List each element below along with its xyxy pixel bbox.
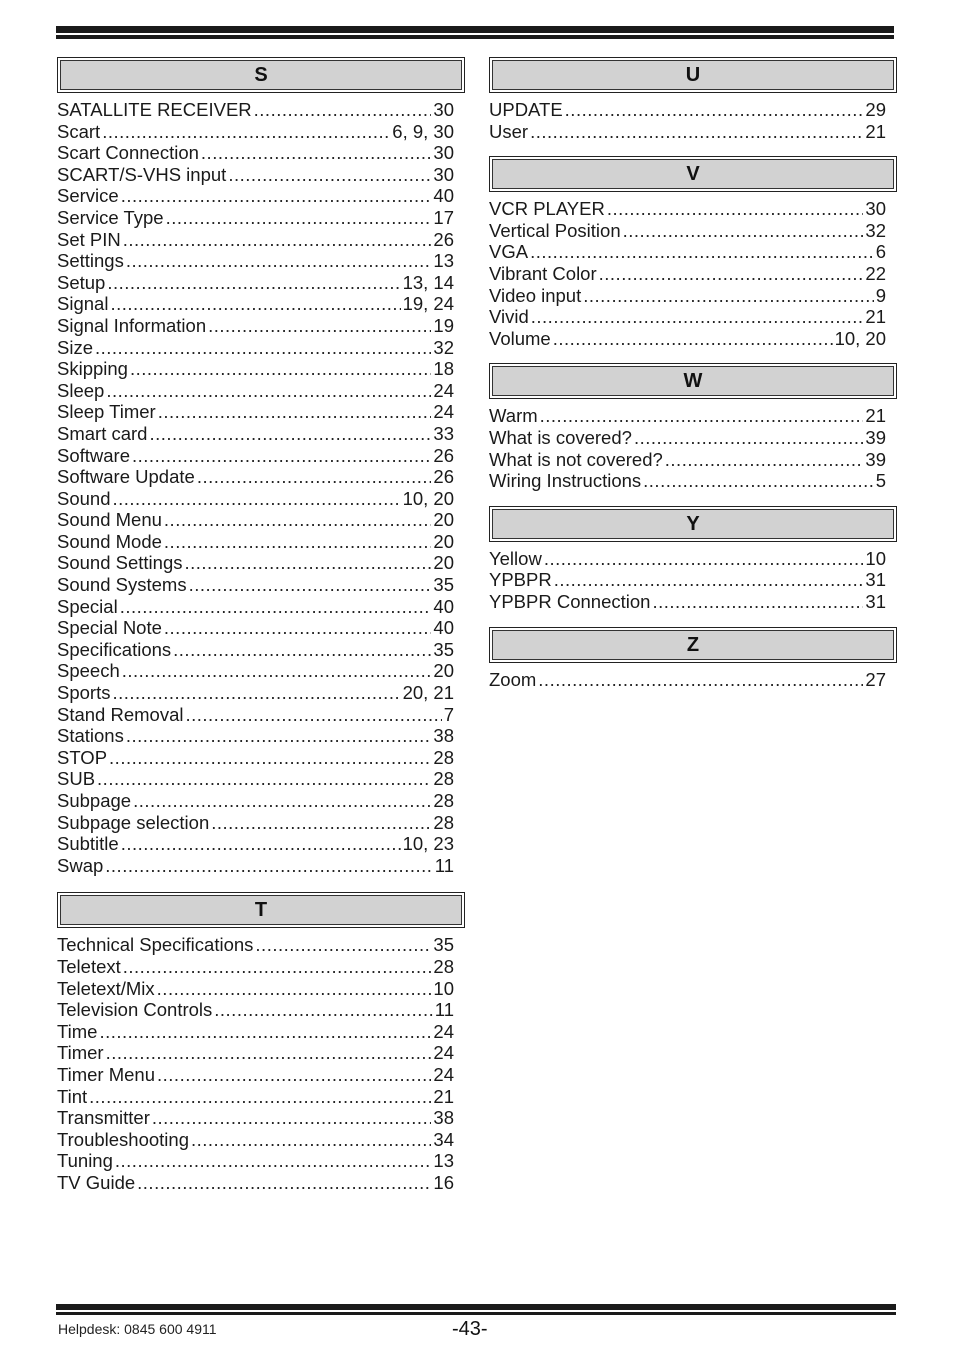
entry-page: 26 xyxy=(433,466,454,488)
entry-page: 16 xyxy=(433,1171,454,1193)
entry-page: 33 xyxy=(433,422,454,444)
entry-term: Signal xyxy=(57,293,109,315)
index-entry[interactable] xyxy=(489,328,886,350)
index-entry[interactable] xyxy=(57,639,454,661)
index-entry[interactable] xyxy=(57,812,454,834)
index-entry[interactable] xyxy=(57,1042,454,1064)
entry-page: 28 xyxy=(433,746,454,768)
index-entry[interactable] xyxy=(57,185,454,207)
index-entry[interactable] xyxy=(489,569,886,591)
index-entry[interactable] xyxy=(57,617,454,639)
entry-page: 21 xyxy=(865,120,886,142)
index-entry[interactable] xyxy=(57,272,454,294)
dot-leader xyxy=(652,591,863,613)
index-entry[interactable] xyxy=(57,229,454,251)
section-header xyxy=(489,57,897,93)
index-entry[interactable] xyxy=(57,855,454,877)
dot-leader xyxy=(110,293,400,315)
section-header xyxy=(489,156,897,192)
index-section-w xyxy=(489,363,897,491)
index-entry[interactable] xyxy=(489,548,886,570)
dot-leader xyxy=(123,229,432,251)
entry-page: 32 xyxy=(433,336,454,358)
dot-leader xyxy=(599,263,864,285)
entry-term: Television Controls xyxy=(57,999,213,1021)
dot-leader xyxy=(164,509,432,531)
entry-term: Scart xyxy=(57,120,101,142)
entry-page: 6 xyxy=(875,241,886,263)
entry-term: Software xyxy=(57,444,131,466)
dot-leader xyxy=(583,285,873,307)
index-entry[interactable] xyxy=(57,445,454,467)
section-header xyxy=(489,363,897,399)
entry-page: 31 xyxy=(865,569,886,591)
dot-leader xyxy=(157,1064,431,1086)
entry-term: Stand Removal xyxy=(57,703,184,725)
entry-term: Teletext/Mix xyxy=(57,977,155,999)
index-entry[interactable] xyxy=(57,1129,454,1151)
entry-term: Special Note xyxy=(57,617,162,639)
entry-page: 34 xyxy=(433,1128,454,1150)
entry-page: 35 xyxy=(433,934,454,956)
index-section-y xyxy=(489,506,897,613)
index-entry[interactable] xyxy=(57,833,454,855)
dot-leader xyxy=(166,207,432,229)
index-entry[interactable] xyxy=(57,315,454,337)
dot-leader xyxy=(105,855,433,877)
entry-term: Timer xyxy=(57,1042,104,1064)
dot-leader xyxy=(137,1172,431,1194)
entry-term: VGA xyxy=(489,241,529,263)
entry-list xyxy=(57,99,465,876)
entry-page: 5 xyxy=(875,470,886,492)
index-entry[interactable] xyxy=(57,142,454,164)
dot-leader xyxy=(228,164,431,186)
dot-leader xyxy=(133,790,431,812)
entry-page: 21 xyxy=(865,405,886,427)
entry-page: 11 xyxy=(434,999,454,1021)
index-entry[interactable] xyxy=(57,934,454,956)
index-entry[interactable] xyxy=(57,1064,454,1086)
entry-term: Smart card xyxy=(57,422,148,444)
dot-leader xyxy=(530,121,863,143)
entry-list xyxy=(489,548,897,613)
dot-leader xyxy=(173,639,431,661)
section-letter: T xyxy=(60,895,462,925)
entry-term: YPBPR Connection xyxy=(489,590,651,612)
dot-leader xyxy=(164,617,432,639)
index-entry[interactable] xyxy=(57,207,454,229)
dot-leader xyxy=(665,449,864,471)
index-section-z xyxy=(489,627,897,691)
page-number: -43- xyxy=(452,1318,488,1340)
helpdesk-text: Helpdesk: 0845 600 4911 xyxy=(58,1321,217,1337)
index-section-v xyxy=(489,156,897,349)
entry-page: 30 xyxy=(433,99,454,120)
entry-list xyxy=(489,99,897,142)
dot-leader xyxy=(149,423,431,445)
section-gap xyxy=(57,876,465,892)
section-gap xyxy=(489,349,897,363)
index-entry[interactable] xyxy=(57,552,454,574)
index-entry[interactable] xyxy=(57,660,454,682)
dot-leader xyxy=(643,470,874,492)
index-entry[interactable] xyxy=(57,401,454,423)
entry-term: YPBPR xyxy=(489,569,552,591)
entry-list xyxy=(489,405,897,491)
entry-page: 10 xyxy=(865,547,886,569)
dot-leader xyxy=(126,725,432,747)
dot-leader xyxy=(120,596,432,618)
index-entry[interactable] xyxy=(57,1107,454,1129)
dot-leader xyxy=(158,401,432,423)
section-letter: V xyxy=(492,159,894,189)
index-entry[interactable] xyxy=(489,99,886,121)
dot-leader xyxy=(107,272,400,294)
entry-term: Tuning xyxy=(57,1150,113,1172)
dot-leader xyxy=(130,358,431,380)
entry-term: Warm xyxy=(489,405,538,427)
index-section-s xyxy=(57,57,465,876)
entry-page: 11 xyxy=(434,854,454,876)
footer-rule xyxy=(56,1304,896,1315)
entry-term: Special xyxy=(57,595,118,617)
entry-term: Swap xyxy=(57,854,104,876)
entry-term: Specifications xyxy=(57,638,172,660)
entry-term: SATALLITE RECEIVER xyxy=(57,99,252,120)
entry-page: 24 xyxy=(433,1042,454,1064)
section-letter: Y xyxy=(492,509,894,539)
index-column-left xyxy=(57,57,465,1194)
section-header xyxy=(57,57,465,93)
entry-page: 10, 20 xyxy=(402,487,454,509)
dot-leader xyxy=(185,704,441,726)
entry-term: Software Update xyxy=(57,466,195,488)
entry-page: 29 xyxy=(865,99,886,120)
entry-page: 24 xyxy=(433,1020,454,1042)
dot-leader xyxy=(553,328,833,350)
dot-leader xyxy=(95,337,431,359)
entry-page: 40 xyxy=(433,595,454,617)
entry-page: 20 xyxy=(433,509,454,531)
entry-list xyxy=(489,198,897,349)
dot-leader xyxy=(126,250,432,272)
index-entry[interactable] xyxy=(57,1086,454,1108)
dot-leader xyxy=(214,999,433,1021)
entry-page: 20, 21 xyxy=(402,682,454,704)
dot-leader xyxy=(121,185,432,207)
section-gap xyxy=(489,142,897,156)
index-entry[interactable] xyxy=(489,427,886,449)
entry-page: 31 xyxy=(865,590,886,612)
index-entry[interactable] xyxy=(57,337,454,359)
index-entry[interactable] xyxy=(489,263,886,285)
entry-term: Sound Mode xyxy=(57,530,162,552)
section-header xyxy=(489,627,897,663)
entry-page: 20 xyxy=(433,552,454,574)
index-entry[interactable] xyxy=(57,999,454,1021)
entry-page: 28 xyxy=(433,790,454,811)
dot-leader xyxy=(201,142,432,164)
entry-term: Subtitle xyxy=(57,833,119,855)
entry-term: Skipping xyxy=(57,358,128,380)
entry-term: Technical Specifications xyxy=(57,934,254,956)
entry-term: SUB xyxy=(57,768,96,790)
dot-leader xyxy=(607,198,864,220)
index-entry[interactable] xyxy=(57,380,454,402)
dot-leader xyxy=(106,380,431,402)
index-entry[interactable] xyxy=(57,1021,454,1043)
entry-page: 10, 23 xyxy=(402,833,454,855)
section-letter: Z xyxy=(492,630,894,660)
entry-term: Teletext xyxy=(57,955,121,977)
dot-leader xyxy=(132,445,431,467)
section-letter: S xyxy=(60,60,462,90)
index-entry[interactable] xyxy=(57,978,454,1000)
entry-term: Service xyxy=(57,185,119,207)
entry-term: STOP xyxy=(57,746,108,768)
entry-term: VCR PLAYER xyxy=(489,198,605,220)
entry-term: Sports xyxy=(57,682,111,704)
dot-leader xyxy=(565,99,864,121)
dot-leader xyxy=(121,833,401,855)
index-entry[interactable] xyxy=(489,220,886,242)
dot-leader xyxy=(106,1042,432,1064)
dot-leader xyxy=(189,574,432,596)
dot-leader xyxy=(531,306,864,328)
index-entry[interactable] xyxy=(57,768,454,790)
index-entry[interactable] xyxy=(57,509,454,531)
entry-page: 9 xyxy=(875,284,886,306)
entry-page: 10, 20 xyxy=(834,327,886,349)
entry-term: Size xyxy=(57,336,93,358)
index-entry[interactable] xyxy=(57,531,454,553)
entry-term: Vivid xyxy=(489,306,529,328)
index-entry[interactable] xyxy=(489,285,886,307)
entry-term: Time xyxy=(57,1020,98,1042)
section-gap xyxy=(489,613,897,627)
dot-leader xyxy=(554,569,864,591)
index-entry[interactable] xyxy=(57,704,454,726)
entry-page: 35 xyxy=(433,574,454,596)
section-header xyxy=(489,506,897,542)
entry-page: 40 xyxy=(433,185,454,207)
index-entry[interactable] xyxy=(57,358,454,380)
entry-term: Timer Menu xyxy=(57,1063,156,1085)
section-letter: W xyxy=(492,366,894,396)
entry-term: What is covered? xyxy=(489,426,632,448)
entry-page: 26 xyxy=(433,444,454,466)
dot-leader xyxy=(152,1107,432,1129)
section-letter: U xyxy=(492,60,894,90)
entry-page: 13, 14 xyxy=(402,271,454,293)
entry-term: Tint xyxy=(57,1085,88,1107)
dot-leader xyxy=(544,548,864,570)
dot-leader xyxy=(634,427,863,449)
entry-term: Vertical Position xyxy=(489,219,621,241)
entry-page: 6, 9, 30 xyxy=(392,120,454,142)
dot-leader xyxy=(102,121,390,143)
index-entry[interactable] xyxy=(489,121,886,143)
dot-leader xyxy=(540,405,864,427)
entry-page: 32 xyxy=(865,219,886,241)
index-entry[interactable] xyxy=(57,99,454,121)
entry-term: Sound Menu xyxy=(57,509,162,531)
entry-term: User xyxy=(489,120,529,142)
dot-leader xyxy=(115,1150,432,1172)
entry-term: TV Guide xyxy=(57,1171,136,1193)
index-entry[interactable] xyxy=(57,596,454,618)
entry-term: Troubleshooting xyxy=(57,1128,189,1150)
entry-page: 30 xyxy=(433,163,454,185)
entry-page: 18 xyxy=(433,358,454,380)
entry-page: 28 xyxy=(433,811,454,833)
entry-term: Sleep xyxy=(57,379,105,401)
dot-leader xyxy=(112,682,400,704)
entry-page: 39 xyxy=(865,448,886,470)
index-entry[interactable] xyxy=(57,466,454,488)
index-entry[interactable] xyxy=(57,250,454,272)
entry-page: 17 xyxy=(433,206,454,228)
dot-leader xyxy=(255,934,431,956)
entry-term: Wiring Instructions xyxy=(489,470,642,492)
entry-page: 19 xyxy=(433,314,454,336)
index-entry[interactable] xyxy=(57,956,454,978)
entry-page: 22 xyxy=(865,262,886,284)
index-entry[interactable] xyxy=(489,470,886,492)
dot-leader xyxy=(208,315,431,337)
entry-term: Speech xyxy=(57,660,120,682)
entry-page: 21 xyxy=(433,1085,454,1107)
entry-page: 19, 24 xyxy=(402,293,454,315)
entry-term: Zoom xyxy=(489,668,537,690)
entry-term: Set PIN xyxy=(57,228,121,250)
entry-page: 28 xyxy=(433,768,454,790)
entry-term: Service Type xyxy=(57,206,164,228)
index-entry[interactable] xyxy=(489,405,886,427)
index-entry[interactable] xyxy=(57,574,454,596)
entry-term: Sound xyxy=(57,487,111,509)
entry-term: Sound Settings xyxy=(57,552,183,574)
header-rule xyxy=(56,26,894,39)
dot-leader xyxy=(191,1129,431,1151)
dot-leader xyxy=(623,220,864,242)
dot-leader xyxy=(157,978,432,1000)
dot-leader xyxy=(211,812,431,834)
dot-leader xyxy=(109,747,431,769)
dot-leader xyxy=(197,466,432,488)
index-entry[interactable] xyxy=(57,164,454,186)
entry-page: 38 xyxy=(433,1107,454,1129)
index-entry[interactable] xyxy=(489,198,886,220)
index-entry[interactable] xyxy=(489,449,886,471)
entry-page: 30 xyxy=(865,198,886,220)
index-entry[interactable] xyxy=(57,488,454,510)
entry-page: 35 xyxy=(433,638,454,660)
index-entry[interactable] xyxy=(57,725,454,747)
dot-leader xyxy=(122,660,432,682)
entry-page: 10 xyxy=(433,977,454,999)
index-entry[interactable] xyxy=(57,293,454,315)
entry-page: 24 xyxy=(433,401,454,423)
index-entry[interactable] xyxy=(57,1150,454,1172)
entry-term: Signal Information xyxy=(57,314,207,336)
index-entry[interactable] xyxy=(489,306,886,328)
entry-term: Sound Systems xyxy=(57,574,187,596)
entry-page: 38 xyxy=(433,725,454,747)
dot-leader xyxy=(538,669,863,691)
index-section-u xyxy=(489,57,897,142)
index-entry[interactable] xyxy=(57,790,454,812)
dot-leader xyxy=(184,552,431,574)
entry-term: Stations xyxy=(57,725,124,747)
section-header xyxy=(57,892,465,928)
entry-page: 13 xyxy=(433,250,454,272)
entry-term: UPDATE xyxy=(489,99,563,120)
entry-term: Volume xyxy=(489,327,551,349)
index-entry[interactable] xyxy=(57,121,454,143)
entry-term: Sleep Timer xyxy=(57,401,156,423)
index-entry[interactable] xyxy=(57,747,454,769)
entry-page: 39 xyxy=(865,426,886,448)
index-entry[interactable] xyxy=(489,591,886,613)
entry-term: Scart Connection xyxy=(57,142,199,164)
entry-page: 30 xyxy=(433,142,454,164)
index-column-right xyxy=(489,57,897,690)
index-entry[interactable] xyxy=(57,682,454,704)
dot-leader xyxy=(97,768,431,790)
index-section-t xyxy=(57,892,465,1193)
index-entry[interactable] xyxy=(489,241,886,263)
entry-term: Settings xyxy=(57,250,124,272)
entry-term: Vibrant Color xyxy=(489,262,597,284)
entry-page: 24 xyxy=(433,1063,454,1085)
index-entry[interactable] xyxy=(57,1172,454,1194)
entry-term: Subpage xyxy=(57,790,132,811)
entry-page: 7 xyxy=(443,703,454,725)
entry-page: 21 xyxy=(865,306,886,328)
entry-term: Yellow xyxy=(489,547,542,569)
dot-leader xyxy=(254,99,432,121)
entry-term: Video input xyxy=(489,284,582,306)
entry-page: 28 xyxy=(433,955,454,977)
entry-page: 24 xyxy=(433,379,454,401)
dot-leader xyxy=(123,956,432,978)
entry-page: 40 xyxy=(433,617,454,639)
entry-list xyxy=(489,669,897,691)
entry-term: Transmitter xyxy=(57,1107,150,1129)
section-gap xyxy=(489,492,897,506)
entry-term: Setup xyxy=(57,271,106,293)
entry-term: SCART/S-VHS input xyxy=(57,163,227,185)
entry-page: 26 xyxy=(433,228,454,250)
dot-leader xyxy=(113,488,401,510)
dot-leader xyxy=(89,1086,431,1108)
index-entry[interactable] xyxy=(489,669,886,691)
entry-page: 27 xyxy=(865,668,886,690)
dot-leader xyxy=(530,241,874,263)
entry-term: What is not covered? xyxy=(489,448,663,470)
entry-page: 13 xyxy=(433,1150,454,1172)
entry-list xyxy=(57,934,465,1193)
entry-term: Subpage selection xyxy=(57,811,210,833)
entry-page: 20 xyxy=(433,530,454,552)
entry-page: 20 xyxy=(433,660,454,682)
index-entry[interactable] xyxy=(57,423,454,445)
dot-leader xyxy=(164,531,432,553)
dot-leader xyxy=(99,1021,431,1043)
